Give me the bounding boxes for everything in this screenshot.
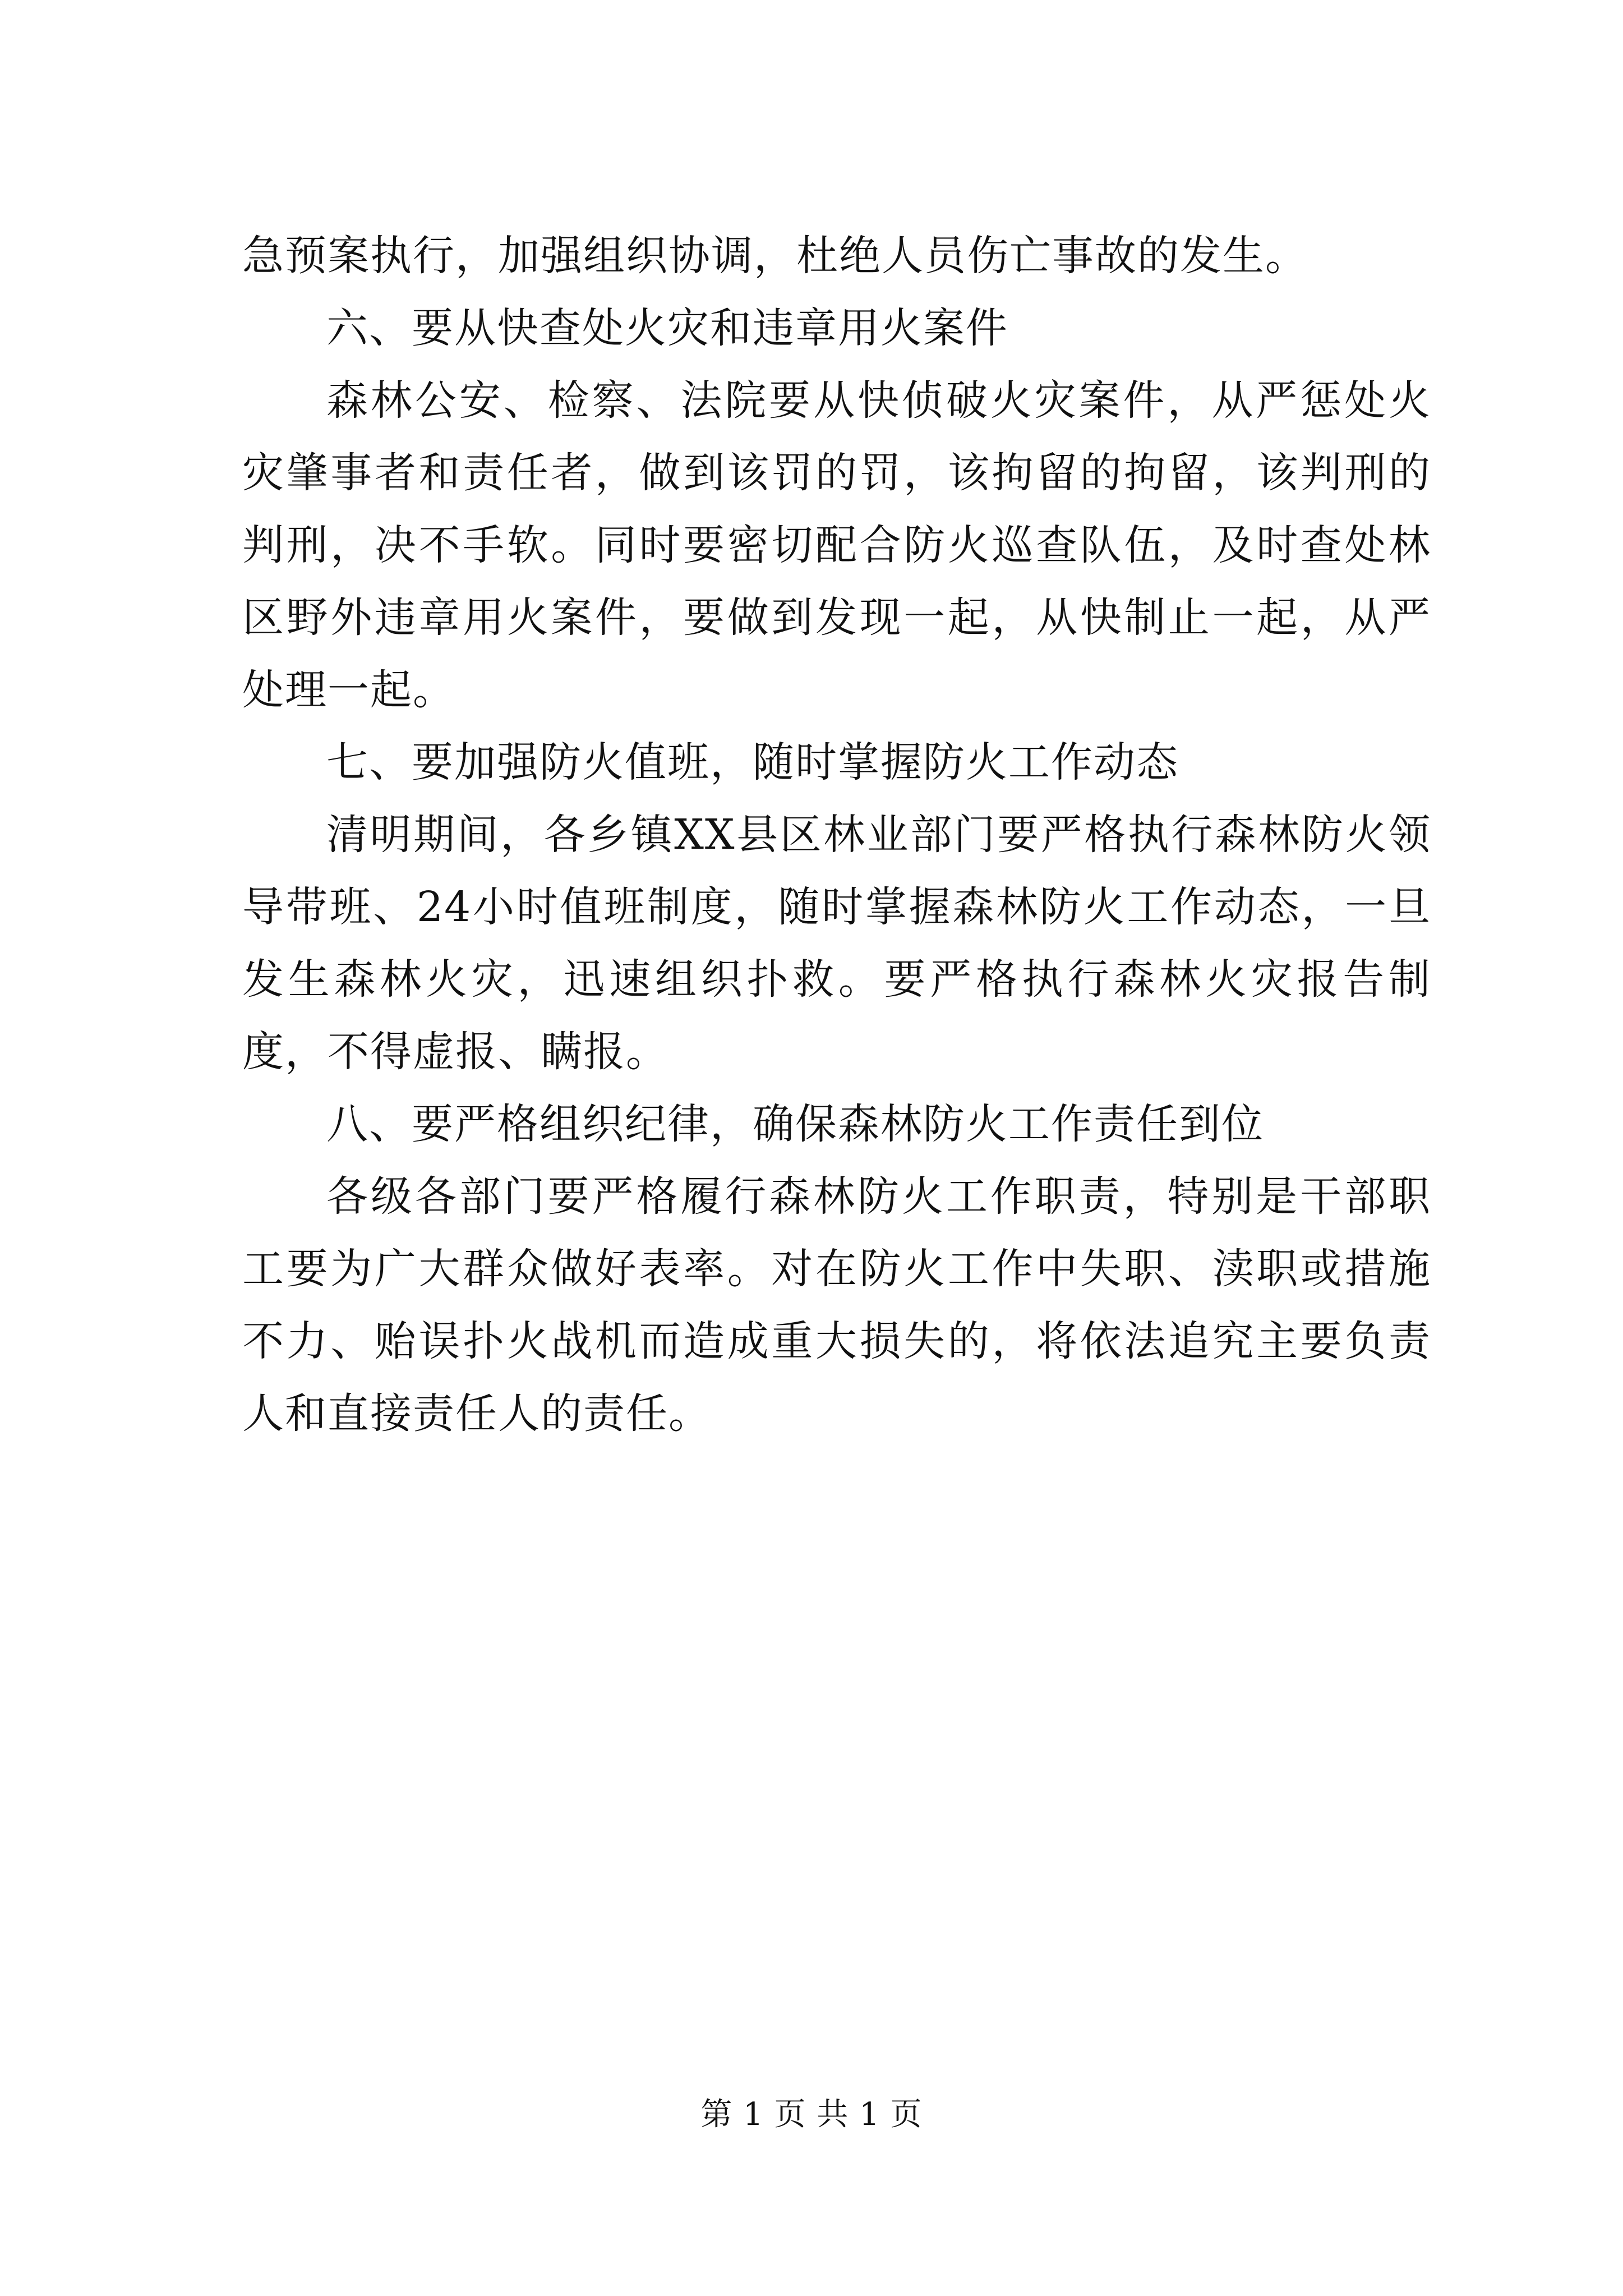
section-heading-seven: 七、要加强防火值班，随时掌握防火工作动态: [326, 738, 1179, 786]
paragraph-section-six: 森林公安、检察、法院要从快侦破火灾案件，从严惩处火灾肇事者和责任者，做到该罚的罚，该拘留的拘留，该判刑的判刑，决不手软。同时要密切配合防火巡查队伍，及时查处林区野外违章用火案件，要做到发现一起，从快制止一起，从严处理一起。: [242, 376, 1431, 714]
section-heading-eight: 八、要严格组织纪律，确保森林防火工作责任到位: [326, 1100, 1264, 1148]
paragraph-continuation: 急预案执行，加强组织协调，杜绝人员伤亡事故的发生。: [242, 232, 1308, 280]
paragraph-section-eight: 各级各部门要严格履行森林防火工作职责，特别是干部职工要为广大群众做好表率。对在防火工作中失职、渎职或措施不力、贻误扑火战机而造成重大损失的，将依法追究主要负责人和直接责任人的责任。: [242, 1172, 1431, 1438]
paragraph-section-seven: 清明期间，各乡镇XX县区林业部门要严格执行森林防火领导带班、24小时值班制度，随时掌握森林防火工作动态，一旦发生森林火灾，迅速组织扑救。要严格执行森林火灾报告制度，不得虚报、瞒报。: [242, 811, 1431, 1076]
page-number-footer: 第 1 页 共 1 页: [700, 2096, 923, 2133]
section-heading-six: 六、要从快查处火灾和违章用火案件: [326, 304, 1008, 352]
document-body: [242, 220, 1431, 1450]
